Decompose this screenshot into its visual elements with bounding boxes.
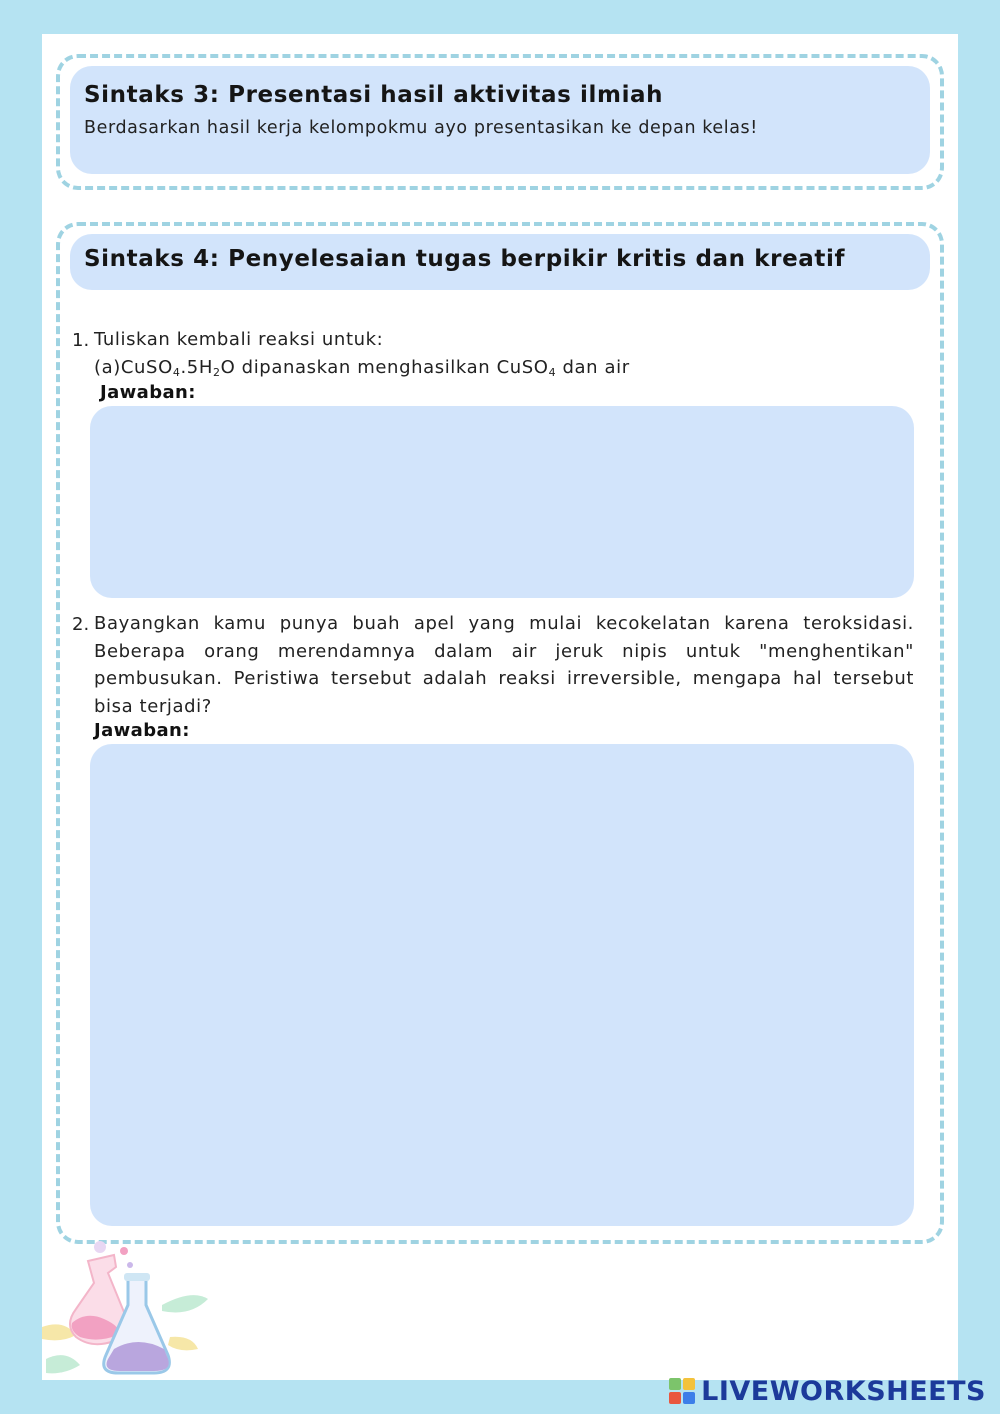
sintaks3-title: Sintaks 3: Presentasi hasil aktivitas ilmiah [84, 82, 664, 108]
question-2-answer-label: Jawaban: [94, 720, 190, 741]
question-1-answer-box[interactable] [90, 406, 914, 598]
sintaks3-subtitle: Berdasarkan hasil kerja kelompokmu ayo presentasikan ke depan kelas! [84, 118, 758, 138]
question-2-number: 2. [72, 614, 90, 635]
question-1-answer-label: Jawaban: [100, 382, 196, 403]
question-2-answer-box[interactable] [90, 744, 914, 1226]
question-2-text: Bayangkan kamu punya buah apel yang mulai kecokelatan karena teroksidasi. Beberapa orang merendamnya dalam air jeruk nipis untuk "menghentikan" pembusukan. Peristiwa tersebut adalah reaksi irreversible, mengapa hal tersebut bisa terjadi? [94, 613, 914, 717]
sintaks4-title: Sintaks 4: Penyelesaian tugas berpikir kritis dan kreatif [84, 246, 846, 272]
question-1-line1: Tuliskan kembali reaksi untuk: [94, 329, 384, 350]
question-1-number: 1. [72, 330, 90, 351]
question-1-text [94, 326, 914, 381]
liveworksheets-wordmark: LIVEWORKSHEETS [701, 1375, 986, 1407]
liveworksheets-logo-icon [669, 1378, 695, 1404]
question-1-line2: $(a)CuSO_4.5H_2O$ dipanaskan menghasilkan CuSO$_4$ dan air [94, 356, 630, 379]
worksheet-page [42, 34, 958, 1380]
chemistry-flasks-icon [42, 1239, 212, 1380]
liveworksheets-branding [669, 1374, 986, 1408]
